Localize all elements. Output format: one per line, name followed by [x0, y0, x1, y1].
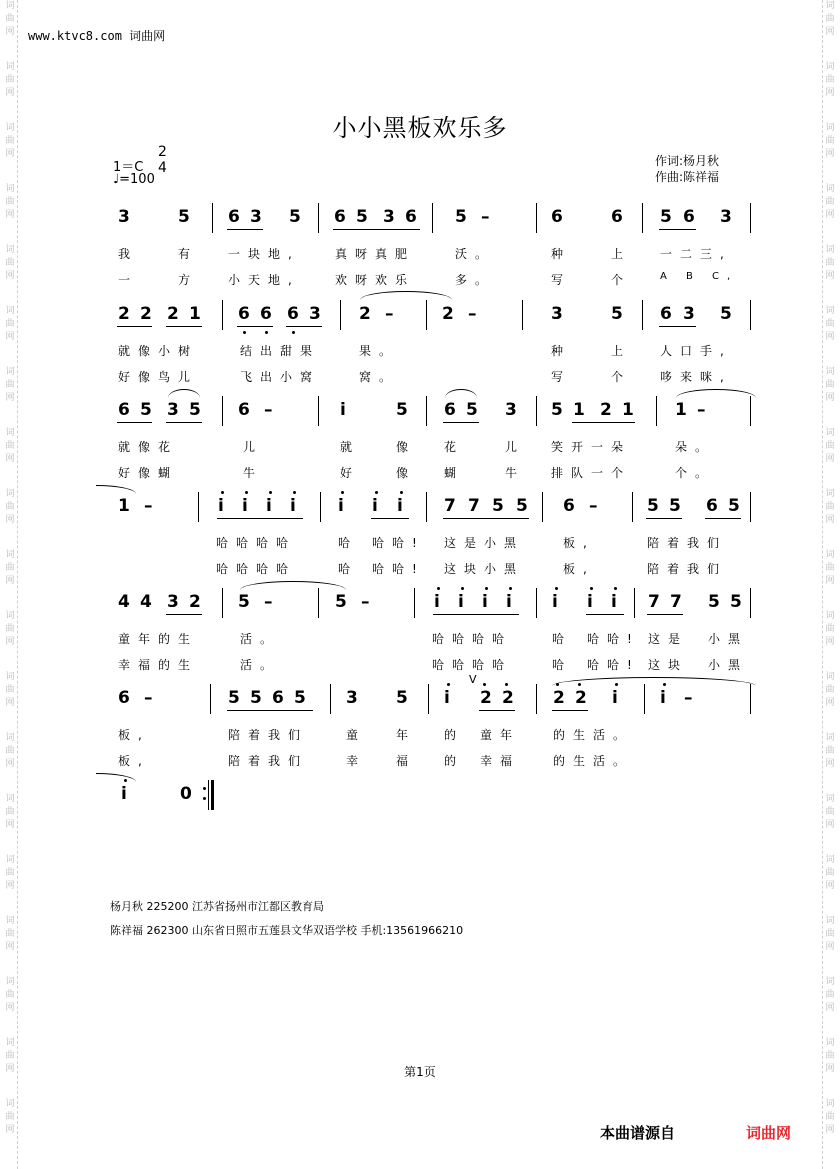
barline [642, 203, 643, 233]
note: 5 [140, 400, 152, 420]
watermark-char: 曲 [825, 136, 835, 146]
watermark-char: 网 [5, 393, 15, 403]
watermark-char: 曲 [825, 441, 835, 451]
source-label: 本曲谱源自 [600, 1124, 676, 1142]
time-signature [158, 144, 167, 176]
watermark-char: 曲 [5, 563, 15, 573]
watermark-char: 曲 [5, 14, 15, 24]
note: 5 [728, 496, 740, 516]
note-high: i [338, 496, 344, 516]
watermark-char: 网 [5, 1003, 15, 1013]
watermark-char: 词 [825, 62, 835, 72]
note: 6 [118, 688, 130, 708]
octave-dot [509, 587, 512, 590]
watermark-char: 网 [5, 332, 15, 342]
watermark-char: 网 [825, 881, 835, 891]
watermark-char: 网 [825, 332, 835, 342]
watermark-char: 网 [825, 820, 835, 830]
note-high: i [372, 496, 378, 516]
octave-dot [293, 491, 296, 494]
watermark-char: 网 [5, 881, 15, 891]
note-dash: – [264, 400, 273, 420]
watermark-char: 曲 [5, 624, 15, 634]
note: 7 [648, 592, 660, 612]
note: 5 [466, 400, 478, 420]
watermark-char: 网 [825, 759, 835, 769]
barline [750, 684, 751, 714]
note-high: i [458, 592, 464, 612]
note: 5 [294, 688, 306, 708]
barline [222, 588, 223, 618]
barline [750, 396, 751, 426]
watermark-char: 词 [5, 1038, 15, 1048]
note: 1 [622, 400, 634, 420]
note: 6 [551, 207, 563, 227]
watermark-char: 网 [825, 149, 835, 159]
watermark-char: 词 [5, 245, 15, 255]
watermark-char: 词 [5, 977, 15, 987]
barline [428, 684, 429, 714]
watermark-char: 词 [825, 367, 835, 377]
barline [414, 588, 415, 618]
watermark-char: 词 [825, 1038, 835, 1048]
time-signature-top: 2 [158, 144, 167, 160]
barline [656, 396, 657, 426]
watermark-char: 词 [825, 733, 835, 743]
note: 4 [140, 592, 152, 612]
note: 5 [189, 400, 201, 420]
note: 6 [238, 304, 250, 324]
watermark-char: 曲 [825, 258, 835, 268]
octave-dot [505, 683, 508, 686]
watermark-char: 曲 [5, 197, 15, 207]
note: 5 [647, 496, 659, 516]
barline [210, 684, 211, 714]
watermark-char: 词 [825, 123, 835, 133]
note: 5 [720, 304, 732, 324]
note: 5 [611, 304, 623, 324]
note-high: i [444, 688, 450, 708]
watermark-char: 词 [825, 611, 835, 621]
note-high: 2 [502, 688, 514, 708]
watermark-char: 曲 [5, 1112, 15, 1122]
watermark-char: 词 [825, 489, 835, 499]
octave-dot [221, 491, 224, 494]
barline [632, 492, 633, 522]
note-dash: – [144, 496, 153, 516]
barline [222, 300, 223, 330]
note-dash: – [697, 400, 706, 420]
note: 5 [455, 207, 467, 227]
watermark-char: 词 [5, 1099, 15, 1109]
site-header[interactable]: www.ktvc8.com 词曲网 [28, 29, 166, 43]
note-high: i [611, 592, 617, 612]
octave-dot [614, 587, 617, 590]
watermark-char: 曲 [5, 990, 15, 1000]
barline [222, 396, 223, 426]
watermark-char: 词 [5, 611, 15, 621]
watermark-char: 词 [5, 367, 15, 377]
note: 5 [660, 207, 672, 227]
watermark-char: 网 [5, 210, 15, 220]
watermark-char: 网 [5, 27, 15, 37]
lyricist: 作词:杨月秋 [655, 154, 720, 168]
barline [642, 300, 643, 330]
note: 3 [383, 207, 395, 227]
watermark-char: 曲 [825, 380, 835, 390]
barline [426, 300, 427, 330]
octave-dot [590, 587, 593, 590]
watermark-char: 网 [5, 820, 15, 830]
note: 6 [238, 400, 250, 420]
note: 3 [551, 304, 563, 324]
barline [536, 396, 537, 426]
note-high: i [612, 688, 618, 708]
barline [318, 203, 319, 233]
watermark-char: 网 [825, 1064, 835, 1074]
barline [432, 203, 433, 233]
note: 1 [118, 496, 130, 516]
note: 5 [669, 496, 681, 516]
watermark-char: 词 [5, 855, 15, 865]
watermark-char: 网 [5, 149, 15, 159]
note: 1 [573, 400, 585, 420]
note-dash: – [264, 592, 273, 612]
watermark-char: 曲 [825, 75, 835, 85]
note: 6 [683, 207, 695, 227]
watermark-char: 词 [825, 184, 835, 194]
note-high: i [482, 592, 488, 612]
watermark-char: 网 [825, 637, 835, 647]
note: 5 [335, 592, 347, 612]
note: 5 [356, 207, 368, 227]
note: 6 [405, 207, 417, 227]
note-high: 2 [575, 688, 587, 708]
watermark-char: 词 [5, 489, 15, 499]
note: 7 [444, 496, 456, 516]
note: 2 [118, 304, 130, 324]
watermark-char: 词 [5, 428, 15, 438]
note: 3 [250, 207, 262, 227]
end-repeat-barline [208, 780, 209, 810]
watermark-char: 曲 [825, 563, 835, 573]
barline [318, 588, 319, 618]
tempo-marking [113, 172, 155, 187]
note: 2 [189, 592, 201, 612]
note-dash: – [385, 304, 394, 324]
watermark-char: 网 [5, 88, 15, 98]
note: 5 [708, 592, 720, 612]
song-title: 小小黑板欢乐多 [332, 114, 508, 142]
watermark-char: 曲 [825, 14, 835, 24]
watermark-char: 词 [825, 672, 835, 682]
note: 5 [396, 688, 408, 708]
watermark-char: 网 [5, 637, 15, 647]
note: 5 [178, 207, 190, 227]
note: 5 [250, 688, 262, 708]
watermark-char: 网 [825, 698, 835, 708]
breath-mark: V [469, 673, 477, 686]
watermark-column-left [3, 0, 18, 1169]
note: 7 [468, 496, 480, 516]
watermark-char: 网 [5, 759, 15, 769]
watermark-char: 网 [5, 454, 15, 464]
note: 5 [551, 400, 563, 420]
octave-dot [485, 587, 488, 590]
note: 3 [505, 400, 517, 420]
watermark-char: 网 [825, 942, 835, 952]
watermark-char: 曲 [825, 197, 835, 207]
note: 3 [309, 304, 321, 324]
watermark-char: 网 [825, 576, 835, 586]
watermark-char: 词 [5, 672, 15, 682]
watermark-char: 词 [825, 550, 835, 560]
note-high: i [587, 592, 593, 612]
end-repeat-barline-thick [211, 780, 214, 810]
barline [318, 396, 319, 426]
octave-dot [375, 491, 378, 494]
note-dash: – [144, 688, 153, 708]
watermark-char: 曲 [825, 685, 835, 695]
watermark-char: 词 [5, 184, 15, 194]
watermark-char: 网 [5, 271, 15, 281]
watermark-char: 词 [825, 245, 835, 255]
watermark-char: 曲 [5, 807, 15, 817]
watermark-char: 曲 [5, 1051, 15, 1061]
note: 5 [492, 496, 504, 516]
barline [340, 300, 341, 330]
watermark-char: 词 [825, 428, 835, 438]
composer: 作曲:陈祥福 [655, 170, 720, 184]
note-high: 2 [553, 688, 565, 708]
octave-dot [447, 683, 450, 686]
watermark-char: 词 [5, 733, 15, 743]
watermark-char: 词 [5, 306, 15, 316]
octave-dot [461, 587, 464, 590]
note: 7 [670, 592, 682, 612]
watermark-char: 网 [5, 1064, 15, 1074]
note: 6 [444, 400, 456, 420]
barline [212, 203, 213, 233]
watermark-char: 曲 [825, 502, 835, 512]
watermark-char: 曲 [5, 75, 15, 85]
watermark-char: 网 [5, 1125, 15, 1135]
watermark-char: 曲 [825, 746, 835, 756]
barline [426, 396, 427, 426]
note-high: i [660, 688, 666, 708]
note: 3 [720, 207, 732, 227]
watermark-char: 网 [5, 698, 15, 708]
barline [750, 203, 751, 233]
barline [644, 684, 645, 714]
barline [750, 588, 751, 618]
watermark-char: 曲 [825, 929, 835, 939]
watermark-char: 网 [825, 454, 835, 464]
watermark-char: 词 [5, 794, 15, 804]
note: 6 [706, 496, 718, 516]
watermark-char: 曲 [5, 319, 15, 329]
note: 3 [167, 592, 179, 612]
watermark-char: 网 [5, 576, 15, 586]
note: 2 [359, 304, 371, 324]
watermark-char: 网 [825, 27, 835, 37]
note: 5 [228, 688, 240, 708]
note: 3 [118, 207, 130, 227]
note-high: i [552, 592, 558, 612]
rest: 0 [180, 784, 192, 804]
note-dash: – [684, 688, 693, 708]
watermark-char: 曲 [5, 868, 15, 878]
barline [542, 492, 543, 522]
watermark-char: 词 [5, 123, 15, 133]
watermark-char: 网 [825, 515, 835, 525]
note-dash: – [361, 592, 370, 612]
note-high: i [266, 496, 272, 516]
note: 4 [118, 592, 130, 612]
watermark-char: 曲 [5, 258, 15, 268]
note-high: i [218, 496, 224, 516]
note-high: i [290, 496, 296, 516]
note-dash: – [468, 304, 477, 324]
watermark-char: 网 [825, 1003, 835, 1013]
watermark-char: 曲 [825, 868, 835, 878]
watermark-char: 网 [825, 210, 835, 220]
note: 5 [516, 496, 528, 516]
watermark-column-right [822, 0, 837, 1169]
barline [634, 588, 635, 618]
watermark-char: 曲 [5, 441, 15, 451]
note: i [340, 400, 346, 420]
octave-dot [483, 683, 486, 686]
watermark-char: 网 [825, 1125, 835, 1135]
key-signature: 1＝C [113, 160, 144, 175]
note: 5 [730, 592, 742, 612]
note: 2 [167, 304, 179, 324]
watermark-char: 曲 [5, 380, 15, 390]
watermark-char: 曲 [825, 807, 835, 817]
note: 1 [675, 400, 687, 420]
watermark-char: 曲 [5, 502, 15, 512]
note-high: i [242, 496, 248, 516]
note: 3 [683, 304, 695, 324]
watermark-char: 曲 [825, 624, 835, 634]
octave-dot [341, 491, 344, 494]
watermark-char: 曲 [825, 319, 835, 329]
note: 6 [611, 207, 623, 227]
note: 6 [334, 207, 346, 227]
octave-dot [555, 587, 558, 590]
barline [750, 492, 751, 522]
credits [655, 153, 719, 185]
watermark-char: 曲 [5, 746, 15, 756]
note: 3 [346, 688, 358, 708]
watermark-char: 曲 [5, 136, 15, 146]
note: 6 [228, 207, 240, 227]
address-composer: 陈祥福 262300 山东省日照市五莲县文华双语学校 手机:13561966210 [110, 924, 464, 937]
note-high: i [397, 496, 403, 516]
note: 1 [189, 304, 201, 324]
watermark-char: 曲 [825, 1112, 835, 1122]
watermark-char: 词 [825, 306, 835, 316]
octave-dot [437, 587, 440, 590]
watermark-char: 词 [5, 62, 15, 72]
time-signature-bottom: 4 [158, 160, 167, 176]
tempo-value: =100 [119, 172, 155, 187]
barline [750, 300, 751, 330]
watermark-char: 网 [825, 88, 835, 98]
note: 2 [442, 304, 454, 324]
watermark-char: 网 [825, 271, 835, 281]
watermark-char: 词 [825, 916, 835, 926]
barline [536, 588, 537, 618]
octave-dot [269, 491, 272, 494]
note: 5 [238, 592, 250, 612]
watermark-char: 词 [5, 1, 15, 11]
barline [536, 684, 537, 714]
note: 6 [287, 304, 299, 324]
watermark-char: 曲 [825, 990, 835, 1000]
note: 6 [260, 304, 272, 324]
note-dash: – [481, 207, 490, 227]
barline [536, 203, 537, 233]
note-high: 2 [480, 688, 492, 708]
quarter-note-icon: ♩ [113, 172, 120, 187]
watermark-char: 曲 [5, 929, 15, 939]
note: 6 [118, 400, 130, 420]
note: 5 [396, 400, 408, 420]
watermark-char: 词 [825, 794, 835, 804]
note-high: i [121, 784, 127, 804]
barline [198, 492, 199, 522]
watermark-char: 词 [825, 1, 835, 11]
watermark-char: 网 [825, 393, 835, 403]
barline [320, 492, 321, 522]
note-high: i [506, 592, 512, 612]
note-high: i [434, 592, 440, 612]
watermark-char: 曲 [825, 1051, 835, 1061]
barline [330, 684, 331, 714]
source-site-link[interactable]: 词曲网 [746, 1124, 792, 1142]
note: 6 [272, 688, 284, 708]
watermark-char: 网 [5, 515, 15, 525]
note-dash: – [589, 496, 598, 516]
note: 6 [563, 496, 575, 516]
watermark-char: 词 [825, 855, 835, 865]
barline [426, 492, 427, 522]
watermark-char: 词 [825, 1099, 835, 1109]
barline [522, 300, 523, 330]
note: 2 [600, 400, 612, 420]
watermark-char: 词 [5, 550, 15, 560]
watermark-char: 曲 [5, 685, 15, 695]
address-lyricist: 杨月秋 225200 江苏省扬州市江都区教育局 [110, 900, 324, 913]
watermark-char: 词 [5, 916, 15, 926]
octave-dot [400, 491, 403, 494]
page-number: 第1页 [404, 1065, 436, 1079]
watermark-char: 词 [825, 977, 835, 987]
note: 6 [660, 304, 672, 324]
note: 2 [140, 304, 152, 324]
watermark-char: 网 [5, 942, 15, 952]
note: 3 [167, 400, 179, 420]
octave-dot [245, 491, 248, 494]
note: 5 [289, 207, 301, 227]
